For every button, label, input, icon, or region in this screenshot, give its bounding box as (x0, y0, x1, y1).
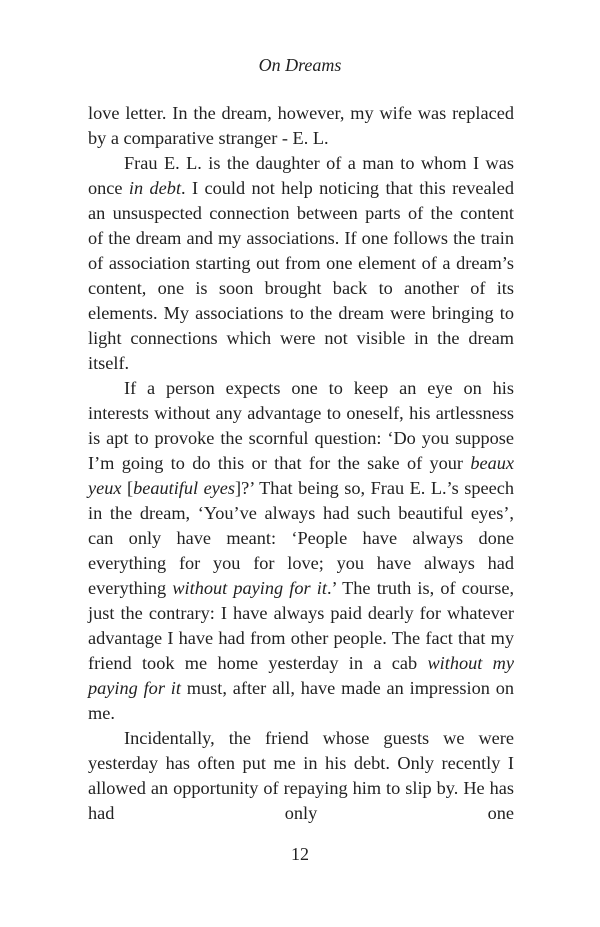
running-head: On Dreams (258, 55, 342, 75)
text-run: Frau E. L. is the daughter of a man to whom I was once (88, 153, 514, 198)
page-number: 12 (291, 844, 309, 864)
paragraph (88, 376, 514, 726)
text-run: . I could not help noticing that this revealed an unsuspected connection between parts of the content of the dream and my associations. If one follows the train of association starting out from one element of a dream’s content, one is soon brought back to another of its elements. My associations to the dream were bringing to light connections which were not visible in the dream itself. (88, 178, 514, 373)
text-run: [ (121, 478, 134, 498)
text-run: Incidentally, the friend whose guests we were yesterday has often put me in his debt. Only recently I allowed an opportunity of repaying him to slip by. He has had only one (88, 728, 514, 823)
paragraph (88, 151, 514, 376)
text-run: If a person expects one to keep an eye on his interests without any advantage to oneself, his artlessness is apt to provoke the scornful question: ‘Do you suppose I’m going to do this or that for the sake of your (88, 378, 514, 473)
text-run: ]?’ That being so, Frau E. L.’s speech in the dream, ‘You’ve always had such beautiful eyes’, can only have meant: ‘People have always done everything for you for love; you have always had everything (88, 478, 514, 598)
italic-run: in debt (128, 178, 182, 198)
italic-run: beautiful eyes (133, 478, 236, 498)
text-run: must, after all, have made an impression on me. (88, 678, 514, 723)
italic-run: without paying for it (172, 578, 327, 598)
paragraph (88, 726, 514, 826)
italic-run: beaux yeux (88, 453, 514, 498)
text-run: love letter. In the dream, however, my wife was replaced by a comparative stranger - E. L. (88, 103, 514, 148)
italic-run: without my paying for it (88, 653, 514, 698)
text-run: .’ The truth is, of course, just the contrary: I have always paid dearly for whatever advantage I have had from other people. The fact that my friend took me home yesterday in a cab (88, 578, 515, 673)
body-text (88, 101, 514, 826)
paragraph (88, 101, 514, 151)
